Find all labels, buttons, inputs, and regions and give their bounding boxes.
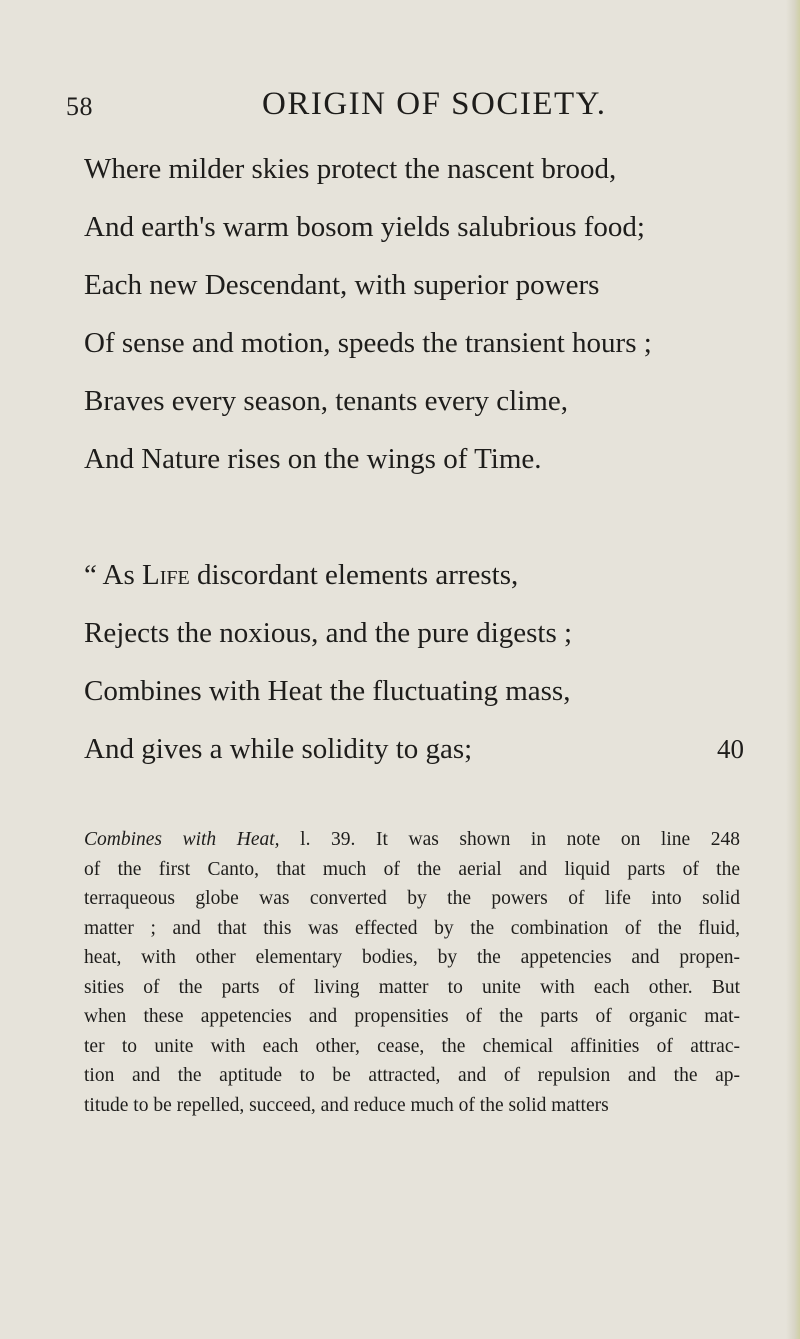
footnote-line: matter ; and that this was effected by the combination of the fluid, — [84, 917, 740, 939]
verse-smallcaps-word: Life — [142, 559, 190, 591]
verse-line-text: And gives a while solidity to gas; — [84, 733, 473, 765]
footnote-line: when these appetencies and propensities of the parts of organic mat- — [84, 1006, 740, 1027]
footnote-line: titude to be repelled, succeed, and reduce much of the solid matters — [84, 1094, 609, 1116]
footnote-line — [84, 825, 740, 855]
footnote-lead-text: l. 39. It was shown in note on line 248 — [279, 829, 741, 850]
verse-line: Where milder skies protect the nascent brood, — [84, 153, 617, 185]
footnote-line: terraqueous globe was converted by the powers of life into solid — [84, 888, 740, 909]
footnote-lead-italic: Combines with Heat, — [84, 829, 280, 850]
stanza-break — [84, 488, 744, 546]
verse-line: Each new Descendant, with superior powers — [84, 269, 600, 301]
footnote-line: heat, with other elementary bodies, by the appetencies and propen- — [84, 947, 740, 968]
verse-line: Rejects the noxious, and the pure digests ; — [84, 617, 573, 649]
page-number: 58 — [66, 92, 93, 121]
verse-line-prefix: “ As — [84, 559, 142, 591]
verse-line: And earth's warm bosom yields salubrious food; — [84, 211, 645, 243]
page-header — [66, 86, 756, 126]
page-edge — [786, 0, 800, 1339]
poem-verse — [84, 140, 744, 778]
verse-line: Combines with Heat the fluctuating mass, — [84, 675, 571, 707]
verse-line: Braves every season, tenants every clime, — [84, 385, 568, 417]
running-head: ORIGIN OF SOCIETY. — [262, 86, 607, 122]
footnote-line: tion and the aptitude to be attracted, and of repulsion and the ap- — [84, 1065, 740, 1086]
verse-line-suffix: discordant elements arrests, — [189, 559, 519, 591]
footnote-line: sities of the parts of living matter to unite with each other. But — [84, 976, 740, 998]
footnote-line: ter to unite with each other, cease, the chemical affinities of attrac- — [84, 1035, 740, 1057]
verse-line: Of sense and motion, speeds the transient hours ; — [84, 327, 652, 359]
line-number: 40 — [717, 734, 744, 764]
footnote — [84, 825, 740, 1120]
verse-line — [84, 546, 744, 604]
verse-line: And Nature rises on the wings of Time. — [84, 443, 542, 475]
verse-line — [84, 720, 744, 778]
footnote-line: of the first Canto, that much of the aerial and liquid parts of the — [84, 858, 740, 880]
